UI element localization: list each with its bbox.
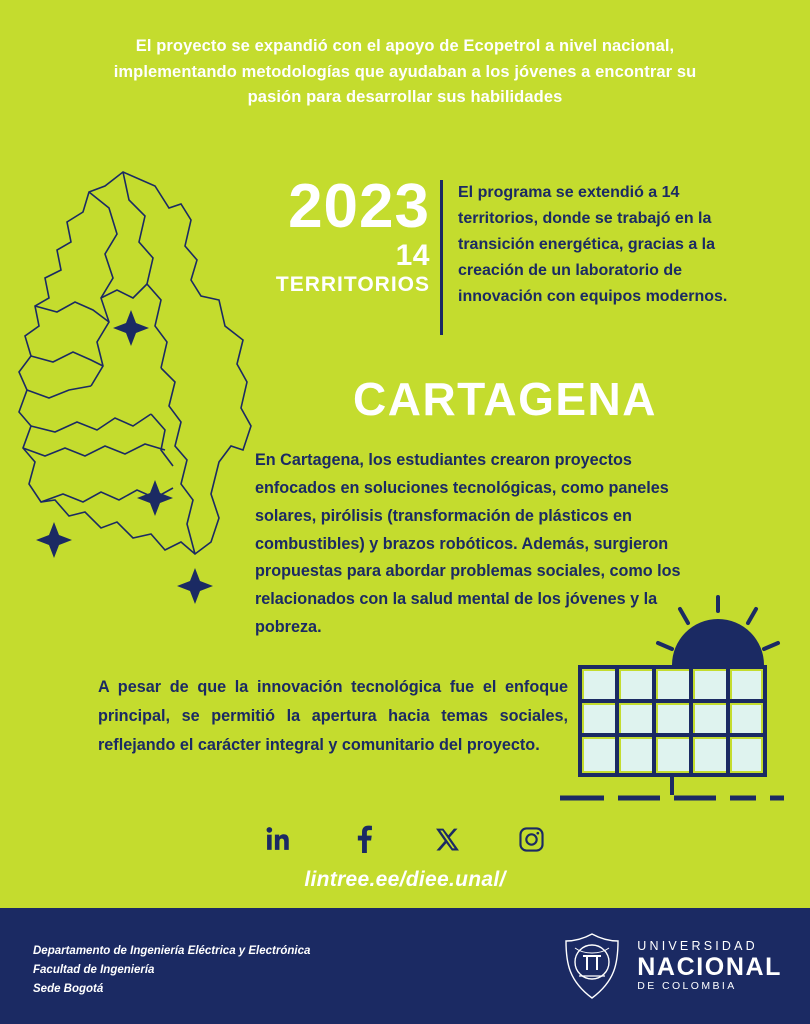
territories-count: 14 [395, 238, 430, 272]
colombia-map [5, 150, 265, 620]
footer-department [33, 942, 310, 999]
unal-line-1: UNIVERSIDAD [637, 939, 758, 954]
intro-paragraph: El proyecto se expandió con el apoyo de Ecopetrol a nivel nacional, implementando metodologías que ayudaban a los jóvenes a encontrar su pasión para desarrollar sus habilidades [113, 37, 697, 107]
vertical-divider [440, 180, 443, 335]
linkedin-icon[interactable] [262, 822, 296, 856]
footer-line-1: Departamento de Ingeniería Eléctrica y Electrónica [33, 945, 311, 957]
linktree-url[interactable]: lintree.ee/diee.unal/ [304, 868, 506, 891]
year-block [240, 172, 430, 297]
footer-bar [0, 908, 810, 1024]
territories-line [240, 239, 430, 297]
closing-paragraph: A pesar de que la innovación tecnológica fue el enfoque principal, se permitió la apertura hacia temas sociales, reflejando el carácter integral y comunitario del proyecto. [98, 678, 568, 754]
city-title: CARTAGENA [353, 373, 657, 425]
facebook-icon[interactable] [346, 822, 380, 856]
unal-shield-icon [561, 932, 623, 1000]
sun-icon [672, 619, 764, 665]
year-description: El programa se extendió a 14 territorios, donde se trabajó en la transición energética, gracias a la creación de un laboratorio de innovación con equipos modernos. [458, 184, 728, 305]
footer-line-3: Sede Bogotá [33, 982, 104, 995]
x-twitter-icon[interactable] [430, 822, 464, 856]
city-description: En Cartagena, los estudiantes crearon proyectos enfocados en soluciones tecnológicas, como paneles solares, pirólisis (transformación de plásticos en combustibles) y brazos robóticos. Además, surgieron propuestas para abordar problemas sociales, como los relacionados con la salud mental de los jóvenes y la pobreza. [255, 451, 681, 637]
year-value: 2023 [288, 172, 430, 241]
unal-wordmark [637, 940, 782, 992]
panel-grid [580, 667, 765, 775]
solar-panel-illustration [560, 595, 795, 820]
social-links[interactable] [0, 822, 810, 856]
footer-line-2: Facultad de Ingeniería [33, 963, 155, 976]
map-outline [19, 172, 251, 554]
territories-label: TERRITORIOS [275, 272, 430, 296]
unal-line-3: DE COLOMBIA [637, 979, 737, 992]
unal-logo [561, 932, 782, 1000]
instagram-icon[interactable] [514, 822, 548, 856]
map-markers [36, 310, 213, 604]
unal-line-2: NACIONAL [637, 952, 782, 981]
